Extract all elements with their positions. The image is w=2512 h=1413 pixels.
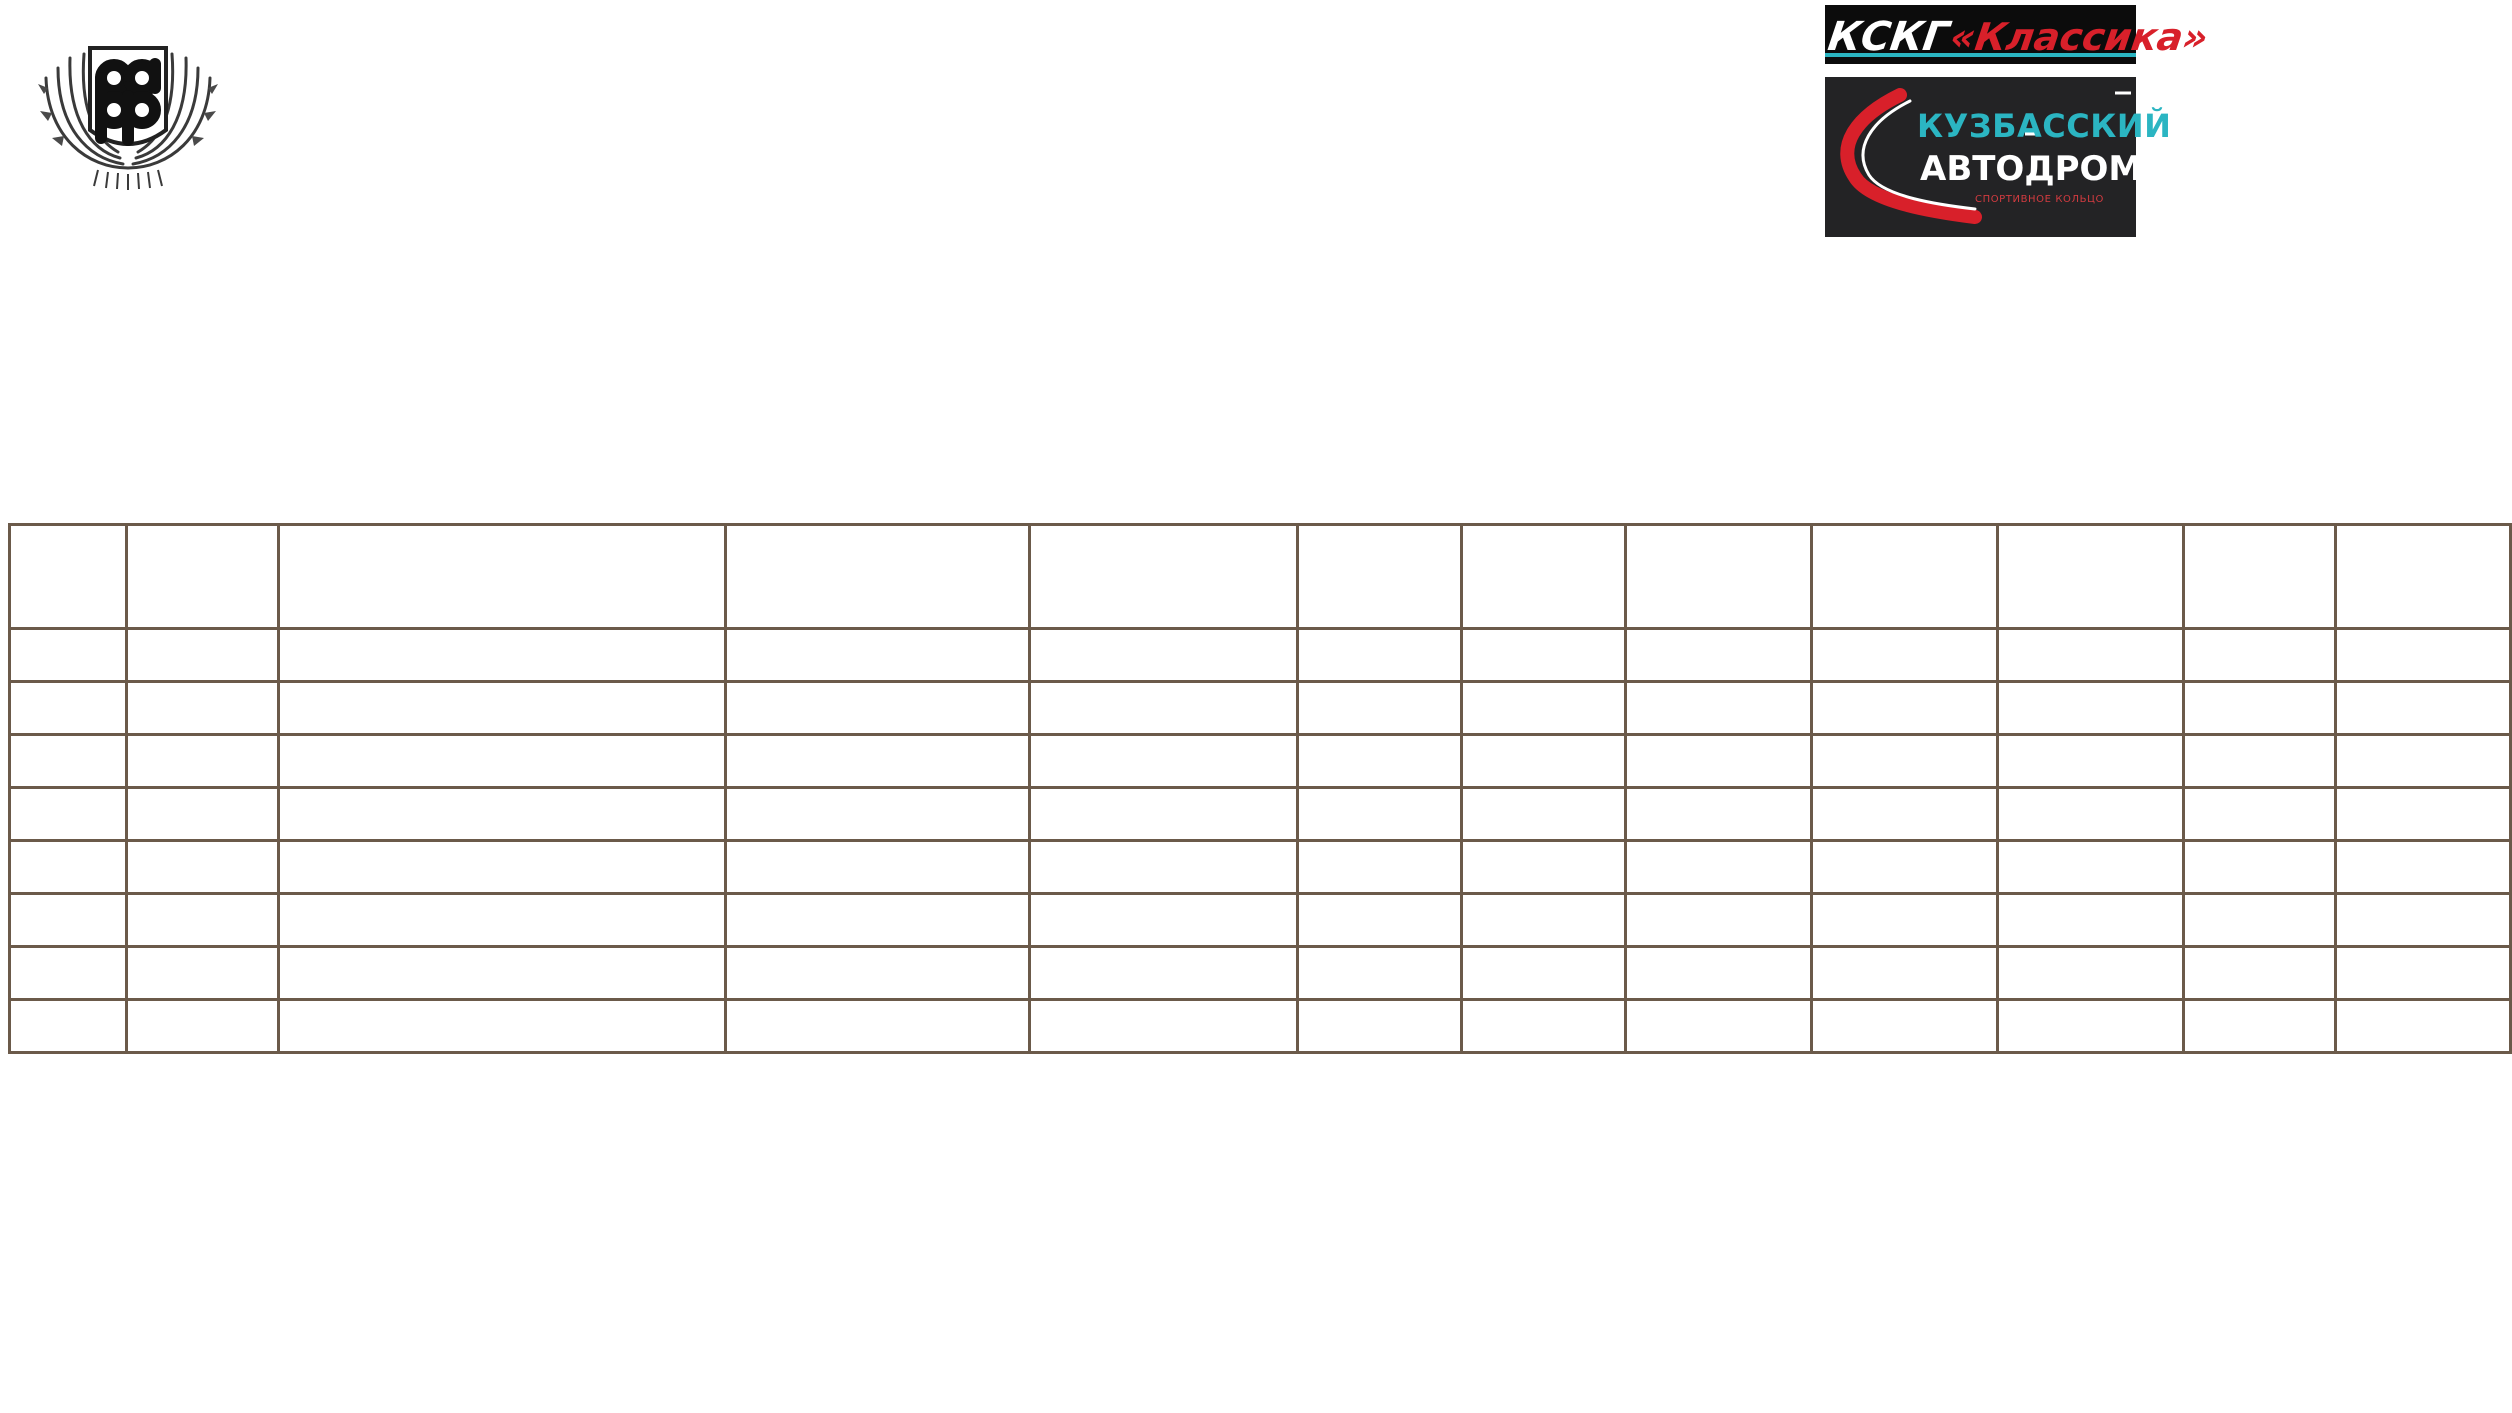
table-cell — [2336, 841, 2511, 894]
table-cell — [1030, 841, 1298, 894]
results-table — [8, 523, 2512, 1054]
table-cell — [1812, 947, 1998, 1000]
autodrom-title-line1: КУЗБАССКИЙ — [1917, 107, 2172, 145]
table-cell — [1998, 894, 2184, 947]
table-cell — [726, 788, 1030, 841]
table-cell — [1030, 947, 1298, 1000]
header-cell — [2336, 525, 2511, 629]
table-cell — [726, 1000, 1030, 1053]
table-cell — [10, 682, 127, 735]
table-cell — [726, 682, 1030, 735]
table-cell — [1462, 682, 1626, 735]
header-cell — [726, 525, 1030, 629]
table-cell — [127, 629, 279, 682]
table-cell — [1462, 841, 1626, 894]
table-cell — [1998, 947, 2184, 1000]
kskg-text: КСКГ«Классика» — [1825, 14, 2211, 60]
table-cell — [1462, 788, 1626, 841]
table-cell — [1998, 735, 2184, 788]
table-cell — [2336, 894, 2511, 947]
table-cell — [1626, 682, 1812, 735]
table-cell — [1812, 735, 1998, 788]
table-cell — [726, 629, 1030, 682]
table-cell — [1298, 682, 1462, 735]
table-cell — [10, 894, 127, 947]
table-cell — [279, 841, 726, 894]
autodrom-title-line2: АВТОДРОМ — [1920, 149, 2143, 189]
table-cell — [1998, 1000, 2184, 1053]
table-cell — [1812, 629, 1998, 682]
table-cell — [1462, 894, 1626, 947]
table-cell — [279, 788, 726, 841]
table-cell — [1030, 682, 1298, 735]
table-cell — [1030, 894, 1298, 947]
table-cell — [10, 947, 127, 1000]
autodrom-subtitle: СПОРТИВНОЕ КОЛЬЦО — [1975, 194, 2104, 205]
table-row — [10, 947, 2511, 1000]
table-cell — [726, 894, 1030, 947]
table-cell — [127, 788, 279, 841]
table-cell — [2184, 894, 2336, 947]
table-cell — [1626, 629, 1812, 682]
table-cell — [2184, 735, 2336, 788]
kskg-logo-graphic — [1825, 5, 2211, 64]
table-cell — [2184, 947, 2336, 1000]
header-cell — [1998, 525, 2184, 629]
table-cell — [1812, 894, 1998, 947]
table-row — [10, 894, 2511, 947]
table-cell — [10, 629, 127, 682]
table-cell — [279, 894, 726, 947]
table-cell — [726, 735, 1030, 788]
kskg-klassika-logo — [1825, 5, 2211, 64]
table-cell — [1812, 841, 1998, 894]
table-cell — [2336, 735, 2511, 788]
table-cell — [726, 947, 1030, 1000]
table-cell — [1626, 735, 1812, 788]
table-cell — [127, 894, 279, 947]
table-cell — [1462, 947, 1626, 1000]
header-cell — [1812, 525, 1998, 629]
table-cell — [1998, 841, 2184, 894]
header-cell — [10, 525, 127, 629]
table-cell — [1812, 682, 1998, 735]
table-cell — [1626, 1000, 1812, 1053]
table-cell — [1812, 1000, 1998, 1053]
table-row — [10, 841, 2511, 894]
table-header-row — [10, 525, 2511, 629]
table-cell — [279, 735, 726, 788]
table-cell — [127, 1000, 279, 1053]
table-row — [10, 682, 2511, 735]
table-cell — [279, 1000, 726, 1053]
table-cell — [726, 841, 1030, 894]
table-cell — [1298, 947, 1462, 1000]
header-cell — [1298, 525, 1462, 629]
table-cell — [1626, 947, 1812, 1000]
table-row — [10, 735, 2511, 788]
table-cell — [1998, 788, 2184, 841]
table-cell — [10, 1000, 127, 1053]
table-cell — [1298, 841, 1462, 894]
header-cell — [2184, 525, 2336, 629]
table-cell — [1626, 841, 1812, 894]
table-cell — [127, 947, 279, 1000]
table-cell — [1626, 894, 1812, 947]
table-cell — [1298, 788, 1462, 841]
table-cell — [2184, 788, 2336, 841]
table-cell — [1030, 629, 1298, 682]
table-cell — [2336, 947, 2511, 1000]
table-cell — [2184, 1000, 2336, 1053]
table-cell — [279, 682, 726, 735]
header-cell — [279, 525, 726, 629]
table-cell — [279, 947, 726, 1000]
table-cell — [10, 735, 127, 788]
table-cell — [1462, 629, 1626, 682]
table-cell — [2336, 682, 2511, 735]
table-cell — [1030, 788, 1298, 841]
table-cell — [1298, 735, 1462, 788]
header-cell — [127, 525, 279, 629]
table-cell — [1030, 735, 1298, 788]
table-cell — [1298, 894, 1462, 947]
raf-emblem-logo — [28, 18, 228, 190]
table-cell — [127, 735, 279, 788]
table-cell — [1030, 1000, 1298, 1053]
table-cell — [279, 629, 726, 682]
table-cell — [1298, 1000, 1462, 1053]
table-cell — [1462, 1000, 1626, 1053]
table-cell — [10, 841, 127, 894]
table-row — [10, 1000, 2511, 1053]
table-body — [10, 629, 2511, 1053]
header-cell — [1462, 525, 1626, 629]
table-row — [10, 788, 2511, 841]
table-cell — [2336, 788, 2511, 841]
table-cell — [1812, 788, 1998, 841]
table-cell — [2336, 629, 2511, 682]
table-cell — [10, 788, 127, 841]
kuzbass-autodrom-logo — [1825, 77, 2172, 237]
table-cell — [2336, 1000, 2511, 1053]
table-cell — [1462, 735, 1626, 788]
table-cell — [1998, 629, 2184, 682]
table-cell — [1998, 682, 2184, 735]
table-cell — [1626, 788, 1812, 841]
table-row — [10, 629, 2511, 682]
table-cell — [2184, 629, 2336, 682]
table-cell — [127, 841, 279, 894]
table-cell — [1298, 629, 1462, 682]
header-cell — [1030, 525, 1298, 629]
table-cell — [127, 682, 279, 735]
table-cell — [2184, 841, 2336, 894]
header-cell — [1626, 525, 1812, 629]
raf-emblem-icon — [28, 18, 228, 190]
table-cell — [2184, 682, 2336, 735]
